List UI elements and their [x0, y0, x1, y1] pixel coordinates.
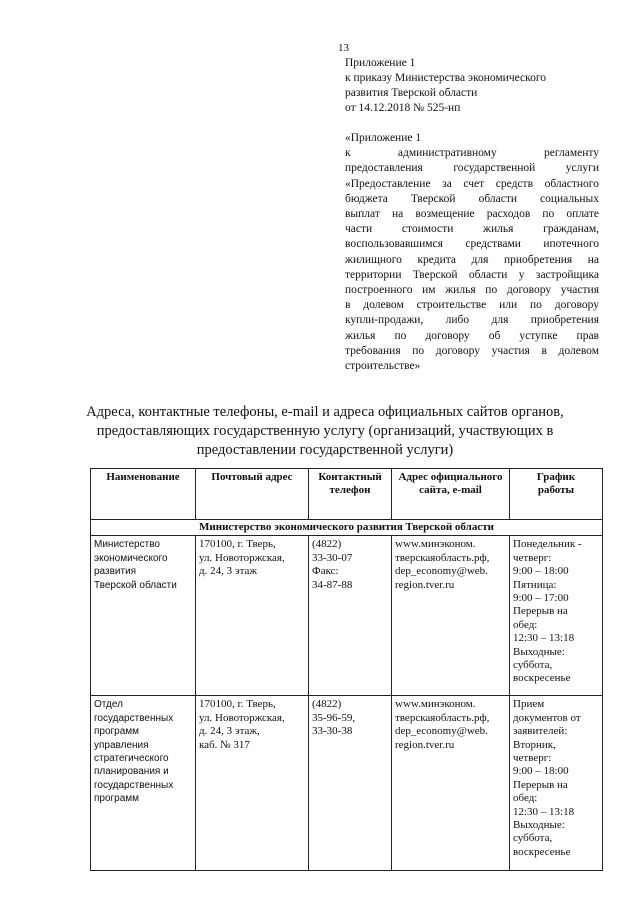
appendix-ref-line: построенного им жилья по договору участия [345, 284, 599, 297]
appendix-ref-line: бюджета Тверской области социальных [345, 192, 599, 205]
contacts-table [90, 468, 603, 871]
header-phone: Контактный телефон [309, 469, 392, 520]
table-title-line: предоставляющих государственную услугу (организаций, участвующих в [96, 423, 554, 439]
section-row [91, 520, 603, 536]
appendix-ref-line: воспользовавшимся средствами ипотечного [345, 238, 599, 251]
cell-schedule: Понедельник - четверг: 9:00 – 18:00 Пятница: 9:00 – 17:00 Перерыв на обед: 12:30 – 13:18 Выходные: суббота, воскресенье [510, 536, 603, 696]
appendix-ref-line: «Приложение 1 [345, 132, 422, 144]
appendix-header-line: развития Тверской области [345, 87, 478, 99]
appendix-ref-line: требования по договору участия в долевом [345, 344, 599, 357]
appendix-ref-line: предоставления государственной услуги [345, 162, 599, 175]
email-link[interactable]: dep_economy@web. [395, 565, 488, 578]
appendix-ref-line: купли-продажи, либо для приобретения [345, 314, 599, 327]
header-name: Наименование [91, 469, 196, 520]
table-header-row [91, 469, 603, 520]
appendix-header [345, 56, 605, 116]
appendix-ref-line: территории Тверской области у застройщика [345, 268, 599, 281]
appendix-ref-line: строительстве» [345, 360, 421, 373]
table-row [91, 536, 603, 696]
cell-name: Министерство экономического развития Тверской области [91, 536, 196, 696]
appendix-reference-block [345, 131, 599, 374]
site-link[interactable]: www.минэконом. [395, 538, 476, 551]
page-number: 13 [338, 42, 349, 54]
appendix-ref-line: жилья по договору об уступке прав [345, 329, 599, 342]
header-address: Почтовый адрес [196, 469, 309, 520]
appendix-header-line: к приказу Министерства экономического [345, 72, 547, 84]
cell-site: www.минэконом. тверскаяобласть.рф, dep_economy@web. region.tver.ru [392, 536, 510, 696]
appendix-ref-line: к административному регламенту [345, 147, 599, 160]
section-title: Министерство экономического развития Тверской области [91, 520, 603, 536]
appendix-ref-line: в долевом строительстве или по договору [345, 299, 599, 312]
site-link[interactable]: www.минэконом. [395, 698, 476, 711]
cell-phone: (4822) 35-96-59, 33-30-38 [309, 696, 392, 871]
table-title-line: Адреса, контактные телефоны, e-mail и адреса официальных сайтов органов, [86, 404, 564, 420]
table-title-line: предоставлении государственной услуги) [196, 442, 454, 458]
appendix-ref-line: «Предоставление за счет средств областного [345, 177, 599, 190]
cell-name: Отдел государственных программ управления стратегического планирования и государственных программ [91, 696, 196, 871]
email-link[interactable]: dep_economy@web. [395, 725, 488, 738]
appendix-ref-line: части стоимости жилья гражданам, [345, 223, 599, 236]
cell-site: www.минэконом. тверскаяобласть.рф, dep_economy@web. region.tver.ru [392, 696, 510, 871]
cell-address: 170100, г. Тверь, ул. Новоторжская, д. 24, 3 этаж [196, 536, 309, 696]
cell-phone: (4822) 33-30-07 Факс: 34-87-88 [309, 536, 392, 696]
appendix-ref-line: жилищного кредита для приобретения на [345, 253, 599, 266]
appendix-ref-line: выплат на возмещение расходов по оплате [345, 208, 599, 221]
table-title [80, 403, 570, 460]
table-row [91, 696, 603, 871]
cell-address: 170100, г. Тверь, ул. Новоторжская, д. 24, 3 этаж, каб. № 317 [196, 696, 309, 871]
appendix-header-line: от 14.12.2018 № 525-нп [345, 102, 461, 114]
header-site: Адрес официального сайта, e-mail [392, 469, 510, 520]
appendix-header-line: Приложение 1 [345, 57, 416, 69]
cell-schedule: Прием документов от заявителей: Вторник, четверг: 9:00 – 18:00 Перерыв на обед: 12:30 – 13:18 Выходные: суббота, воскресенье [510, 696, 603, 871]
header-schedule: График работы [510, 469, 603, 520]
